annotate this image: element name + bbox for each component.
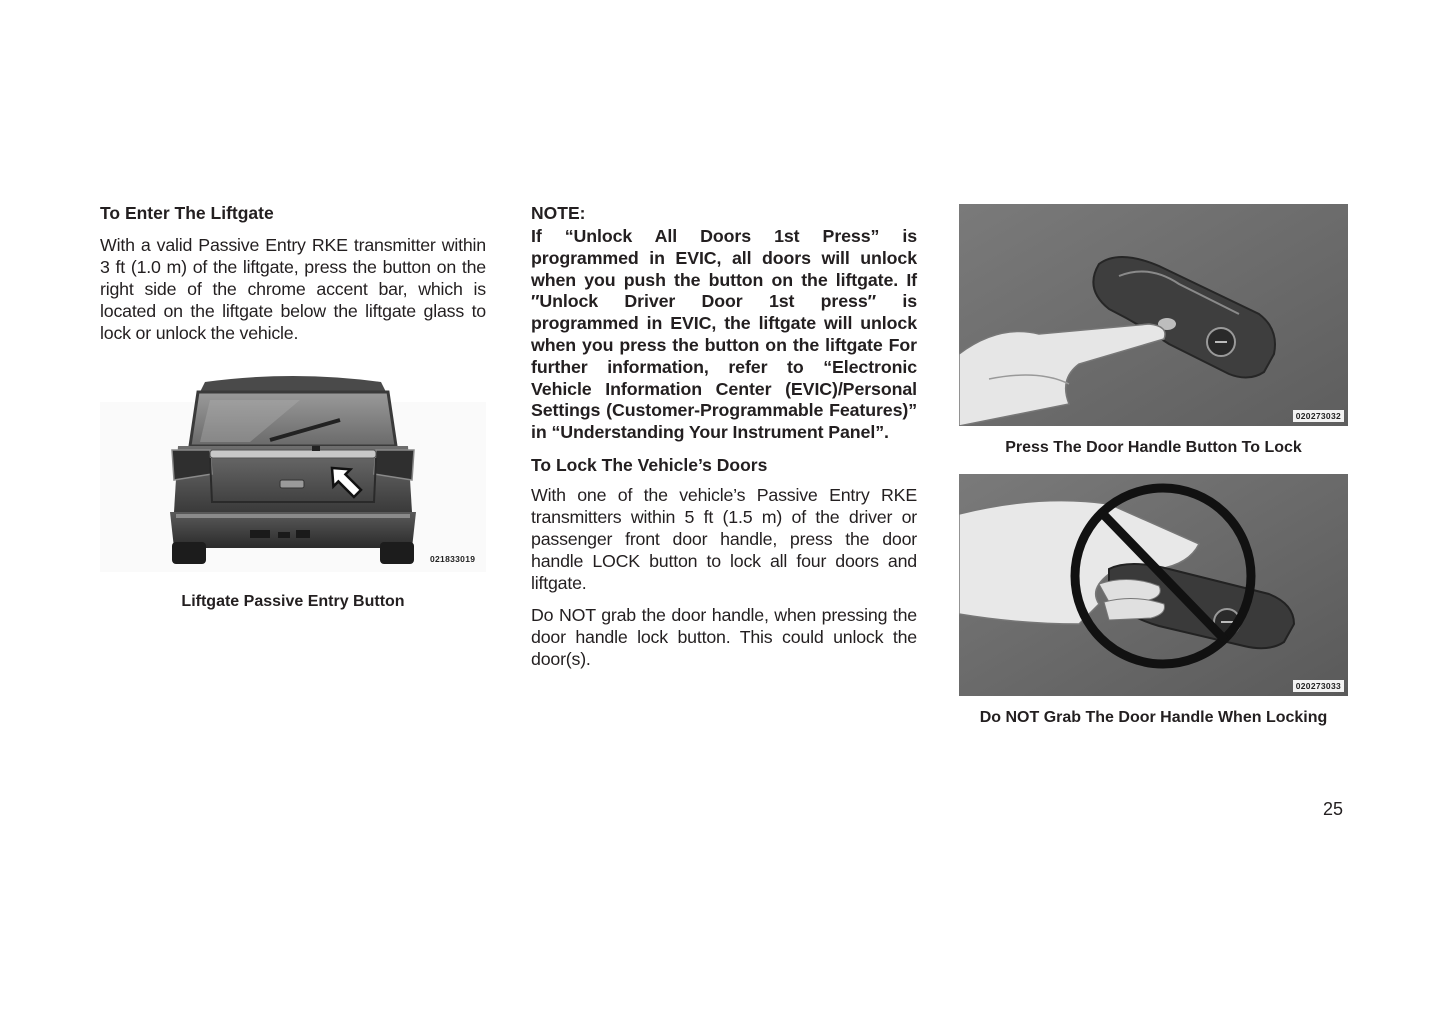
liftgate-paragraph: With a valid Passive Entry RKE transmitter within 3 ft (1.0 m) of the liftgate, press the button on the right side of the chrome accent bar, which is located on the liftgate below the liftgate glass to lock or unlock the vehicle. (100, 235, 486, 343)
figure-caption-liftgate: Liftgate Passive Entry Button (181, 593, 405, 610)
liftgate-figure (100, 362, 486, 582)
door-handle-grab-illustration (959, 474, 1348, 696)
liftgate-vehicle-illustration (100, 362, 486, 582)
door-handle-press-figure (959, 204, 1348, 426)
note-text: If “Unlock All Doors 1st Press” is programmed in EVIC, all doors will unlock when you push the button on the liftgate. If ″Unlock Driver Door 1st press″ is programmed in EVIC, the liftgate will unlock when you press the button on the liftgate For further information, refer to “Electronic Vehicle Information Center (EVIC)/Personal Settings (Customer-Programmable Features)” in “Understanding Your Instrument Panel”. (531, 226, 917, 443)
note-heading: NOTE: (531, 203, 586, 223)
right-column (959, 202, 1348, 728)
figure-caption-grab: Do NOT Grab The Door Handle When Locking (979, 709, 1328, 726)
middle-column (531, 202, 917, 670)
left-column (100, 202, 486, 612)
figure-code-1: 020273032 (1293, 410, 1344, 422)
lock-doors-paragraph: With one of the vehicle’s Passive Entry RKE transmitters within 5 ft (1.5 m) of the driver or passenger front door handle, press the door handle LOCK button to lock all four doors and liftgate. (531, 484, 917, 593)
section-heading-lock-doors: To Lock The Vehicle’s Doors (531, 454, 768, 475)
figure-caption-press: Press The Door Handle Button To Lock (1005, 439, 1302, 456)
door-handle-grab-figure (959, 474, 1348, 696)
figure-code-2: 020273033 (1293, 680, 1344, 692)
section-heading-liftgate: To Enter The Liftgate (100, 203, 274, 223)
page-number: 25 (1323, 799, 1344, 819)
figure-code: 021833019 (430, 554, 476, 564)
warning-paragraph: Do NOT grab the door handle, when pressing the door handle lock button. This could unlock the door(s). (531, 604, 917, 669)
door-handle-press-illustration (959, 204, 1348, 426)
